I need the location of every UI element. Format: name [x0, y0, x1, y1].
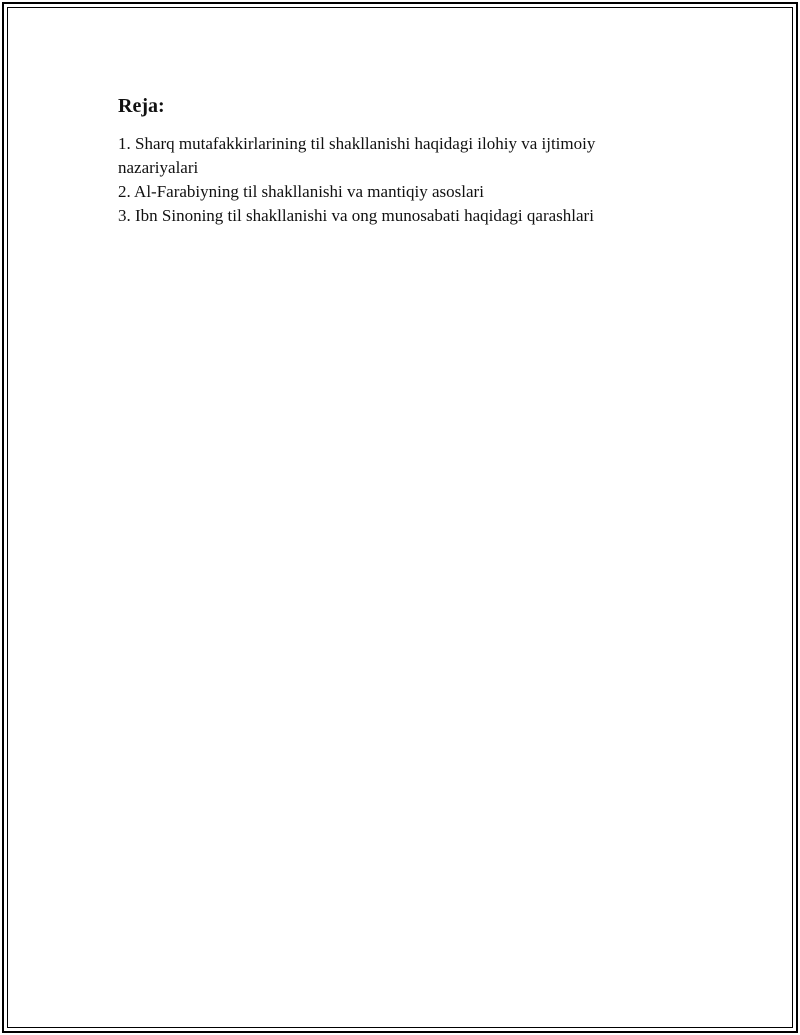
plan-item-3: 3. Ibn Sinoning til shakllanishi va ong munosabati haqidagi qarashlari: [118, 206, 594, 225]
page-content: [118, 94, 678, 228]
plan-item-1: 1. Sharq mutafakkirlarining til shakllanishi haqidagi ilohiy va ijtimoiy nazariyalari: [118, 134, 596, 177]
plan-heading: Reja:: [118, 95, 165, 117]
plan-list: [118, 132, 678, 228]
plan-item-2: 2. Al-Farabiyning til shakllanishi va mantiqiy asoslari: [118, 182, 484, 201]
